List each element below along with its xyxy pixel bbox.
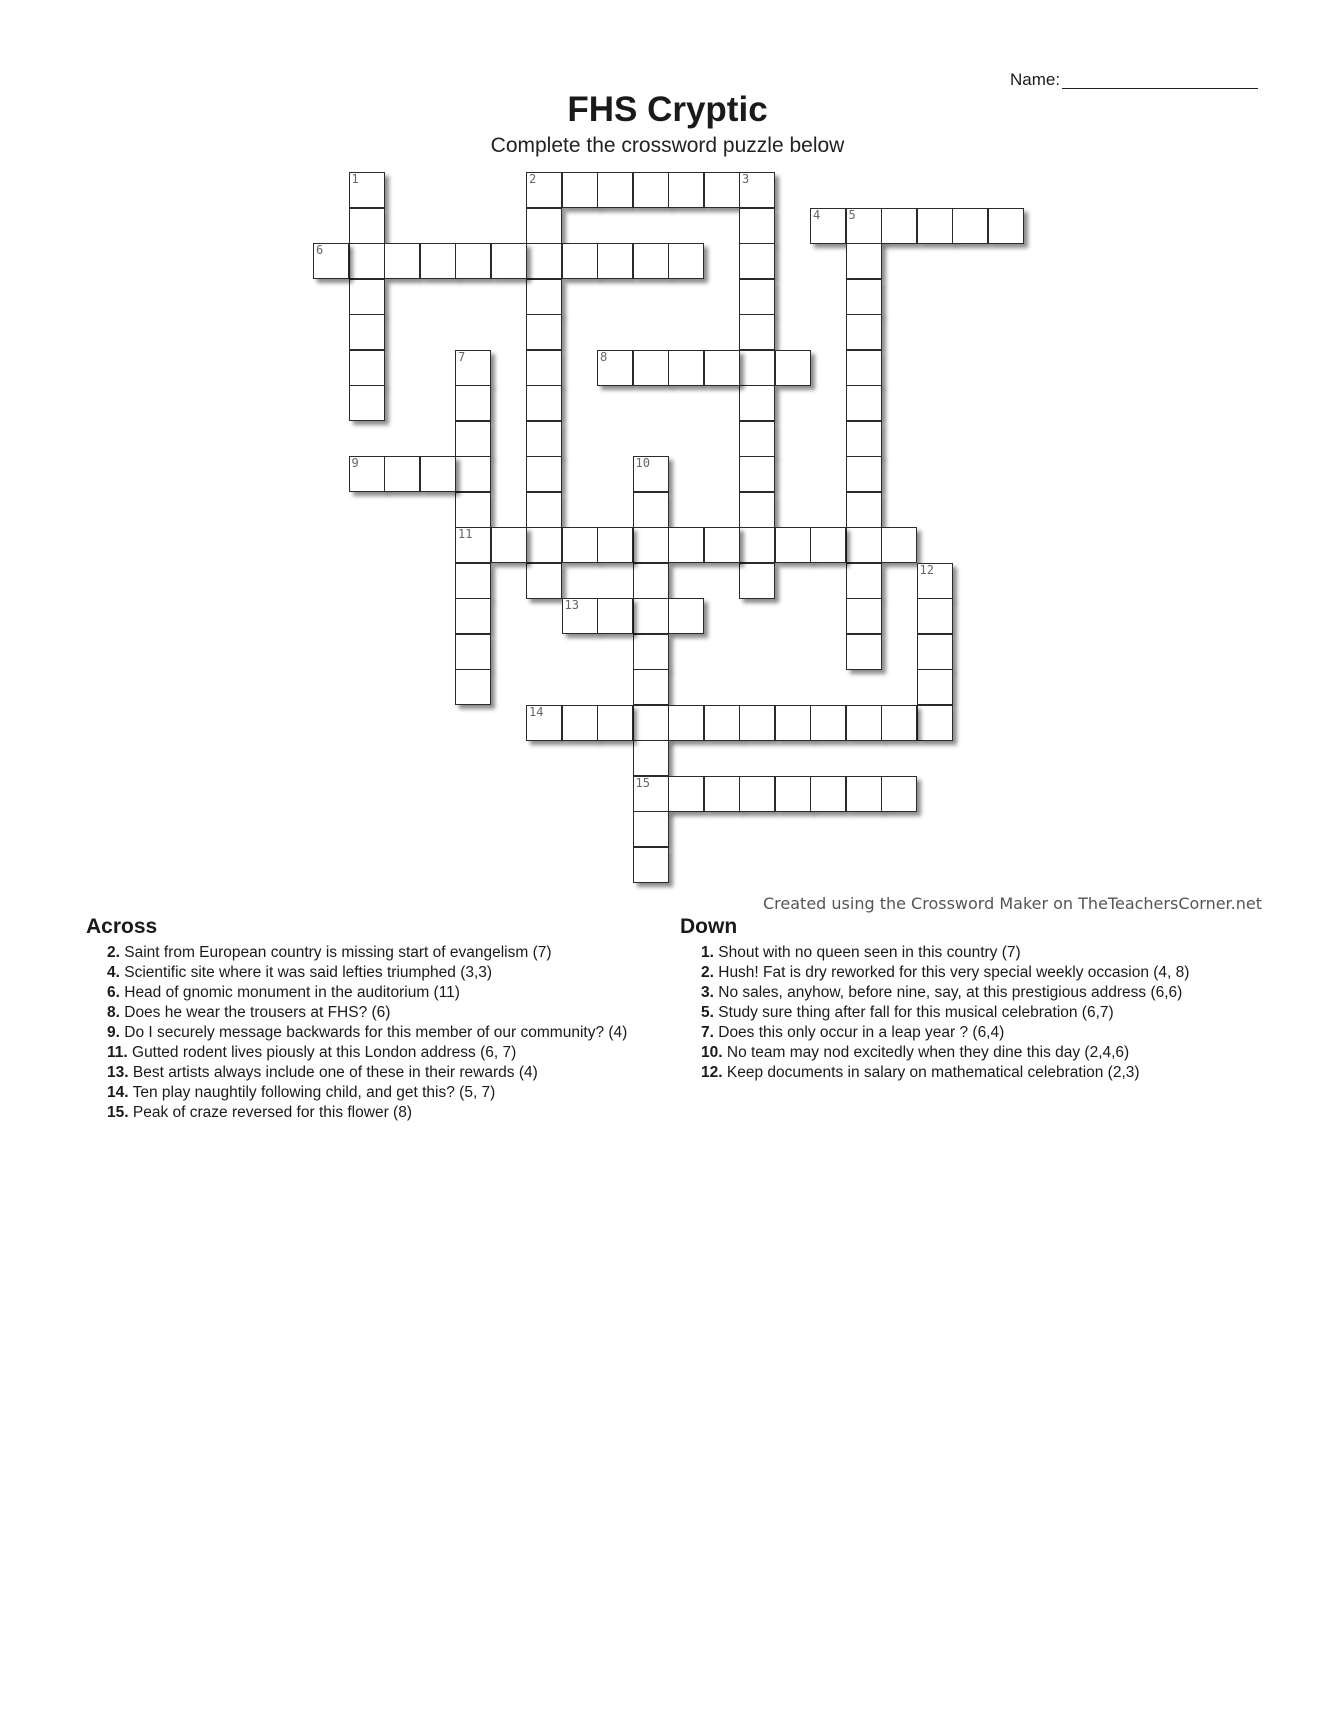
down-heading: Down <box>680 915 738 938</box>
grid-cell[interactable] <box>455 669 491 705</box>
clue-number: 12. <box>701 1064 723 1081</box>
grid-cell[interactable] <box>526 705 562 741</box>
grid-cell[interactable] <box>526 456 562 492</box>
grid-cell[interactable] <box>846 634 882 670</box>
across-heading: Across <box>86 915 158 938</box>
grid-cell[interactable] <box>455 421 491 457</box>
grid-cell[interactable] <box>633 740 669 776</box>
credit-line: Created using the Crossword Maker on TheTeachersCorner.net <box>763 894 1263 913</box>
down-clue <box>680 1003 1280 1023</box>
grid-cell[interactable] <box>633 563 669 599</box>
grid-cell[interactable] <box>668 705 704 741</box>
grid-cell[interactable] <box>846 385 882 421</box>
grid-cell[interactable] <box>704 172 740 208</box>
clue-number: 10 <box>635 456 650 470</box>
grid-cell[interactable] <box>526 492 562 528</box>
grid-cell[interactable] <box>526 172 562 208</box>
grid-cell[interactable] <box>633 456 669 492</box>
grid-cell[interactable] <box>810 527 846 563</box>
clue-number: 2. <box>701 964 714 981</box>
clue-number: 11 <box>458 527 473 541</box>
page-title: FHS Cryptic <box>567 90 768 129</box>
clue-number: 14. <box>107 1084 129 1101</box>
grid-cell[interactable] <box>526 421 562 457</box>
grid-cell[interactable] <box>846 776 882 812</box>
across-clue <box>86 1103 666 1123</box>
grid-cell[interactable] <box>633 705 669 741</box>
grid-cell[interactable] <box>455 563 491 599</box>
grid-cell[interactable] <box>455 492 491 528</box>
clue-number: 15. <box>107 1104 129 1121</box>
grid-cell[interactable] <box>455 350 491 386</box>
clue-text: Gutted rodent lives piously at this London address (6, 7) <box>127 1044 517 1061</box>
grid-cell[interactable] <box>846 456 882 492</box>
grid-cell[interactable] <box>739 527 775 563</box>
clue-number: 3 <box>742 172 750 186</box>
grid-cell[interactable] <box>917 634 953 670</box>
grid-cell[interactable] <box>633 350 669 386</box>
clue-number: 11. <box>107 1044 128 1061</box>
grid-cell[interactable] <box>597 527 633 563</box>
grid-cell[interactable] <box>633 811 669 847</box>
grid-cell[interactable] <box>562 527 598 563</box>
across-clue-list <box>86 943 666 1123</box>
grid-cell[interactable] <box>917 208 953 244</box>
clue-number: 4 <box>813 207 821 222</box>
grid-cell[interactable] <box>739 776 775 812</box>
grid-cell[interactable] <box>668 527 704 563</box>
clue-number: 6 <box>316 243 324 257</box>
grid-cell[interactable] <box>633 669 669 705</box>
grid-cell[interactable] <box>597 172 633 208</box>
grid-cell[interactable] <box>597 705 633 741</box>
grid-cell[interactable] <box>739 421 775 457</box>
grid-cell[interactable] <box>846 421 882 457</box>
grid-cell[interactable] <box>775 705 811 741</box>
grid-cell[interactable] <box>775 776 811 812</box>
grid-cell[interactable] <box>810 705 846 741</box>
clue-number: 2 <box>529 172 537 186</box>
grid-cell[interactable] <box>988 208 1024 244</box>
grid-cell[interactable] <box>526 350 562 386</box>
grid-cell[interactable] <box>455 598 491 634</box>
clue-text: Study sure thing after fall for this musical celebration (6,7) <box>713 1004 1114 1021</box>
clue-number: 4. <box>107 964 120 981</box>
grid-cell[interactable] <box>917 598 953 634</box>
clue-number: 13. <box>107 1064 129 1081</box>
grid-cell[interactable] <box>633 243 669 279</box>
grid-cell[interactable] <box>349 314 385 350</box>
across-clue <box>86 1083 666 1103</box>
grid-cell[interactable] <box>526 243 562 279</box>
grid-cell[interactable] <box>739 208 775 244</box>
across-clue <box>86 963 666 983</box>
grid-cell[interactable] <box>526 208 562 244</box>
clue-text: Scientific site where it was said lefties triumphed (3,3) <box>119 964 493 981</box>
down-clue <box>680 1043 1280 1063</box>
across-clue <box>86 983 666 1003</box>
clue-text: Shout with no queen seen in this country (7) <box>713 944 1021 961</box>
down-clues <box>680 915 1280 1083</box>
clue-number: 5 <box>848 207 856 222</box>
grid-cell[interactable] <box>775 527 811 563</box>
clue-number: 7 <box>458 349 466 364</box>
clue-number: 8 <box>600 349 608 364</box>
page-subtitle: Complete the crossword puzzle below <box>490 134 845 157</box>
across-clue <box>86 1043 666 1063</box>
grid-cell[interactable] <box>775 350 811 386</box>
grid-cell[interactable] <box>455 385 491 421</box>
clue-text: Ten play naughtily following child, and get this? (5, 7) <box>128 1084 496 1101</box>
clue-number: 9. <box>107 1024 120 1041</box>
grid-cell[interactable] <box>917 705 953 741</box>
grid-cell[interactable] <box>846 598 882 634</box>
grid-cell[interactable] <box>420 243 456 279</box>
grid-cell[interactable] <box>526 527 562 563</box>
grid-cell[interactable] <box>739 314 775 350</box>
grid-cell[interactable] <box>349 385 385 421</box>
grid-cell[interactable] <box>313 243 349 279</box>
grid-cell[interactable] <box>349 456 385 492</box>
grid-cell[interactable] <box>810 208 846 244</box>
clue-number: 9 <box>351 456 359 470</box>
clue-number: 3. <box>701 984 714 1001</box>
grid-cell[interactable] <box>562 705 598 741</box>
grid-cell[interactable] <box>704 705 740 741</box>
clue-number: 2. <box>107 944 120 961</box>
grid-cell[interactable] <box>562 243 598 279</box>
clue-text: Do I securely message backwards for this member of our community? (4) <box>119 1024 628 1041</box>
grid-cell[interactable] <box>668 776 704 812</box>
grid-cell[interactable] <box>491 243 527 279</box>
grid-cell[interactable] <box>526 385 562 421</box>
grid-cell[interactable] <box>562 172 598 208</box>
clue-text: Peak of craze reversed for this flower (8) <box>128 1104 412 1121</box>
grid-cell[interactable] <box>881 776 917 812</box>
clue-text: Keep documents in salary on mathematical celebration (2,3) <box>722 1064 1140 1081</box>
grid-cell[interactable] <box>384 243 420 279</box>
clue-number: 12 <box>919 562 934 577</box>
grid-cell[interactable] <box>455 456 491 492</box>
grid-cell[interactable] <box>704 350 740 386</box>
clue-text: Saint from European country is missing start of evangelism (7) <box>119 944 552 961</box>
across-clue <box>86 1003 666 1023</box>
across-clues <box>86 915 666 1123</box>
down-clue <box>680 1023 1280 1043</box>
grid-cell[interactable] <box>704 527 740 563</box>
grid-cell[interactable] <box>739 456 775 492</box>
grid-cell[interactable] <box>668 243 704 279</box>
grid-cell[interactable] <box>668 598 704 634</box>
grid-cell[interactable] <box>810 776 846 812</box>
clue-text: Best artists always include one of these in their rewards (4) <box>128 1064 538 1081</box>
clue-text: No team may nod excitedly when they dine this day (2,4,6) <box>722 1044 1130 1061</box>
across-clue <box>86 1023 666 1043</box>
grid-cell[interactable] <box>349 350 385 386</box>
grid-cell[interactable] <box>846 350 882 386</box>
grid-cell[interactable] <box>668 350 704 386</box>
grid-cell[interactable] <box>846 243 882 279</box>
clue-number: 5. <box>701 1004 714 1021</box>
grid-cell[interactable] <box>633 527 669 563</box>
clue-number: 7. <box>701 1024 714 1041</box>
clue-number: 14 <box>529 704 544 719</box>
clue-number: 13 <box>564 598 579 612</box>
grid-cell[interactable] <box>917 669 953 705</box>
grid-cell[interactable] <box>526 279 562 315</box>
grid-cell[interactable] <box>597 243 633 279</box>
grid-cell[interactable] <box>846 314 882 350</box>
grid-cell[interactable] <box>349 279 385 315</box>
down-clue <box>680 983 1280 1003</box>
down-clue <box>680 1063 1280 1083</box>
clue-number: 8. <box>107 1004 120 1021</box>
grid-cell[interactable] <box>597 350 633 386</box>
grid-cell[interactable] <box>739 279 775 315</box>
clue-text: Does he wear the trousers at FHS? (6) <box>119 1004 391 1021</box>
clue-number: 1 <box>351 172 359 186</box>
grid-cell[interactable] <box>633 634 669 670</box>
grid-cell[interactable] <box>633 492 669 528</box>
grid-cell[interactable] <box>881 705 917 741</box>
grid-cell[interactable] <box>739 705 775 741</box>
grid-cell[interactable] <box>384 456 420 492</box>
grid-cell[interactable] <box>704 776 740 812</box>
across-clue <box>86 1063 666 1083</box>
clue-number: 6. <box>107 984 120 1001</box>
name-field-line[interactable] <box>1062 88 1258 89</box>
grid-cell[interactable] <box>846 527 882 563</box>
grid-cell[interactable] <box>633 598 669 634</box>
grid-cell[interactable] <box>846 705 882 741</box>
grid-cell[interactable] <box>562 598 598 634</box>
grid-cell[interactable] <box>455 527 491 563</box>
grid-cell[interactable] <box>917 563 953 599</box>
grid-cell[interactable] <box>349 208 385 244</box>
grid-cell[interactable] <box>846 279 882 315</box>
grid-cell[interactable] <box>420 456 456 492</box>
clue-text: Hush! Fat is dry reworked for this very special weekly occasion (4, 8) <box>713 964 1190 981</box>
grid-cell[interactable] <box>455 243 491 279</box>
across-clue <box>86 943 666 963</box>
grid-cell[interactable] <box>881 527 917 563</box>
grid-cell[interactable] <box>952 208 988 244</box>
grid-cell[interactable] <box>633 172 669 208</box>
grid-cell[interactable] <box>881 208 917 244</box>
grid-cell[interactable] <box>455 634 491 670</box>
grid-cell[interactable] <box>526 563 562 599</box>
grid-cell[interactable] <box>739 385 775 421</box>
grid-cell[interactable] <box>526 314 562 350</box>
clue-number: 15 <box>635 775 650 790</box>
grid-cell[interactable] <box>846 208 882 244</box>
clue-number: 10. <box>701 1044 723 1061</box>
down-clue <box>680 963 1280 983</box>
clue-text: No sales, anyhow, before nine, say, at this prestigious address (6,6) <box>713 984 1183 1001</box>
down-clue <box>680 943 1280 963</box>
grid-cell[interactable] <box>739 492 775 528</box>
name-label: Name: <box>1010 70 1061 89</box>
grid-cell[interactable] <box>491 527 527 563</box>
grid-cell[interactable] <box>846 492 882 528</box>
clue-text: Does this only occur in a leap year ? (6,4) <box>713 1024 1005 1041</box>
grid-cell[interactable] <box>633 847 669 883</box>
grid-cell[interactable] <box>739 563 775 599</box>
grid-cell[interactable] <box>668 172 704 208</box>
grid-cell[interactable] <box>349 243 385 279</box>
grid-cell[interactable] <box>846 563 882 599</box>
clue-number: 1. <box>701 944 714 961</box>
down-clue-list <box>680 943 1280 1083</box>
grid-cell[interactable] <box>739 172 775 208</box>
grid-cell[interactable] <box>633 776 669 812</box>
grid-cell[interactable] <box>597 598 633 634</box>
grid-cell[interactable] <box>349 172 385 208</box>
grid-cell[interactable] <box>739 350 775 386</box>
clue-text: Head of gnomic monument in the auditorium (11) <box>119 984 460 1001</box>
grid-cell[interactable] <box>739 243 775 279</box>
